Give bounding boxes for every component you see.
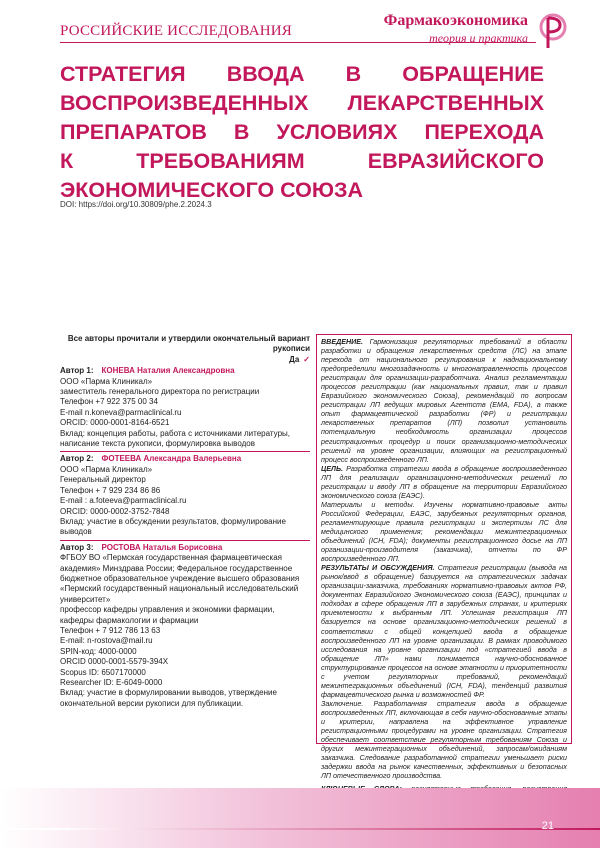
checkmark-icon: ✓ [303,355,310,364]
author-email[interactable]: E-mail: n-rostova@mail.ru [60,636,310,646]
author-line: Вклад: участие в формулировании выводов, утверждение окончательной версии рукописи для публикации. [60,688,310,709]
author-line: ФГБОУ ВО «Пермская государственная фармацевтическая академия» Минздрава России; Федеральное государственное бюджетное образовательное учреждение высшего образования «Пермский государственный национальный исследовательский университет» [60,553,310,605]
title-line: СТРАТЕГИЯ ВВОДА В ОБРАЩЕНИЕ [60,60,544,89]
author-line: Scopus ID: 6507170000 [60,668,310,678]
author-line: профессор кафедры управления и экономики фармации, кафедры фармакологии и фармации [60,605,310,626]
journal-logo-icon [538,12,568,50]
author-line: Генеральный директор [60,475,310,485]
author-line: ORCID 0000-0001-5579-394X [60,657,310,667]
abstract-intro: ВВЕДЕНИЕ. Гармонизация регуляторных требований в области разработки и обращения лекарственных средств (ЛС) на этапе перехода от национального регулирования к наднациональному предопределили многозадачность и многонаправленность процессов регистрации для организации-разработчика. Анализ регламентации процессов регистрации (как национальных правил, так и правил Евразийского экономического Союза), рекомендаций по вопросам регистрации ЛП ведущих мировых Агентств (EMA, FDA), а также опыт фармацевтической разработки (ФР) и регистрации лекарственных препаратов (ЛП) позволил установить потенциальную необходимость организации процессов регистрационных процедур и поиск организационно-методических решений на уровне организации, влияющих на регистрационный процесс воспроизведенного ЛП. [321,338,567,465]
author-name: КОНЕВА Наталия Александровна [102,366,235,375]
author-email[interactable]: E-mail n.koneva@parmaclinical.ru [60,408,310,418]
title-line: К ТРЕБОВАНИЯМ ЕВРАЗИЙСКОГО [60,147,544,176]
author-line: Вклад: участие в обсуждении результатов, формулирование выводов [60,517,310,538]
footer-decoration [0,788,600,848]
author-label: Автор 1: [60,366,94,375]
article-title [60,60,544,205]
abstract-label: ЦЕЛЬ. [321,465,343,473]
author-label: Автор 2: [60,454,94,463]
confirmation-answer: Да [289,355,299,364]
doi-link[interactable]: DOI: https://doi.org/10.30809/phe.2.2024.3 [60,200,212,209]
author-name: РОСТОВА Наталья Борисовна [102,543,223,552]
author-line: ООО «Парма Клиникал» [60,377,310,387]
journal-subtitle: теория и практика [429,31,528,46]
journal-name: Фармакоэкономика [384,12,528,30]
abstract-box [316,334,572,744]
author-email[interactable]: E-mail : a.foteeva@parmaclinical.ru [60,496,310,506]
author-line: ORCID: 0000-0002-3752-7848 [60,507,310,517]
confirmation [60,334,310,365]
author-2 [60,454,310,540]
authors-column [60,334,310,713]
author-name: ФОТЕЕВА Александра Валерьевна [102,454,242,463]
abstract-goal: ЦЕЛЬ. Разработка стратегии ввода в обращение воспроизведенного ЛП для реализации организационно-методических решений по регистрации и вводу ЛП в обращение на территории Евразийского экономического союза (ЕАЭС). [321,465,567,501]
author-line: ORCID: 0000-0001-8164-6521 [60,418,310,428]
confirmation-text: Все авторы прочитали и утвердили окончательный вариант рукописи [68,334,310,353]
abstract-results: РЕЗУЛЬТАТЫ И ОБСУЖДЕНИЯ. Стратегия регистрации (вывода на рынок/ввод в обращение) базируется на стратегических задачах организации-заказчика, требованиях нормативно-правовых актов РФ, документах Евразийского Экономического союза (ЕАЭС), принципах и подходах в сфере обращения ЛП в зарубежных странах, и критериях приемлемости к выбранным ЛП. Успешная регистрация ЛП базируется на основе организационно-методических решений в соответствии с общей концепцией ввода в обращение воспроизведенного ЛП на уровне организации. В рамках проводимого исследования на уровне организации под «стратегией ввода в обращение ЛП» нами понимается научно-обоснованное структурирование процессов на основе этапности и приоритетности с учетом регуляторных требований, рекомендаций межинтеграционных объединений (ICH, FDA), тенденций развития фармацевтического рынка и возможностей ФР. [321,564,567,700]
title-line: ПРЕПАРАТОВ В УСЛОВИЯХ ПЕРЕХОДА [60,118,544,147]
section-label: РОССИЙСКИЕ ИССЛЕДОВАНИЯ [60,23,292,40]
author-line: Researcher ID: E-6049-0000 [60,678,310,688]
footer-line [0,828,600,830]
author-line: ООО «Парма Клиникал» [60,465,310,475]
author-label: Автор 3: [60,543,94,552]
author-line: заместитель генерального директора по регистрации [60,387,310,397]
author-1 [60,366,310,452]
author-line: Вклад: концепция работы, работа с источниками литературы, написание текста рукописи, формулировка выводов [60,429,310,450]
author-line: Телефон + 7 912 786 13 63 [60,626,310,636]
title-line: ЭКОНОМИЧЕСКОГО СОЮЗА [60,176,544,205]
title-line: ВОСПРОИЗВЕДЕННЫХ ЛЕКАРСТВЕННЫХ [60,89,544,118]
abstract-conclusion: Заключение. Разработанная стратегия ввода в обращение воспроизведенных ЛП, включающая в себя научно-обоснованные этапы и критерии, направлена на эффективное управление регистрационными процедурами на уровне организации. Стратегия обеспечивает соответствие регуляторным требованиям Союза и других межинтеграционных объединений, запросам/ожиданиям заказчика. Следование разработанной стратегии уменьшает риски задержки ввода на рынок качественных, эффективных и безопасных ЛП отечественного производства. [321,700,567,781]
page-number: 21 [542,820,554,832]
abstract-label: ВВЕДЕНИЕ. [321,338,363,346]
author-3 [60,543,310,712]
abstract-methods: Материалы и методы. Изучены нормативно-правовые акты Российской Федерации, ЕАЭС, зарубежных регуляторных органов, регламентирующие правила регистрации и экспертизы ЛС для медицинского применения; рекомендации межинтеграционных объединений (ICH, FDA); документы регистрационного досье на ЛП организации-производителя (заказчика), отчеты по ФР воспроизведенного ЛП. [321,501,567,564]
author-line: Телефон +7 922 375 00 34 [60,397,310,407]
author-line: SPIN-код: 4000-0000 [60,647,310,657]
abstract-label: РЕЗУЛЬТАТЫ И ОБСУЖДЕНИЯ. [321,564,435,572]
author-line: Телефон + 7 929 234 86 86 [60,486,310,496]
